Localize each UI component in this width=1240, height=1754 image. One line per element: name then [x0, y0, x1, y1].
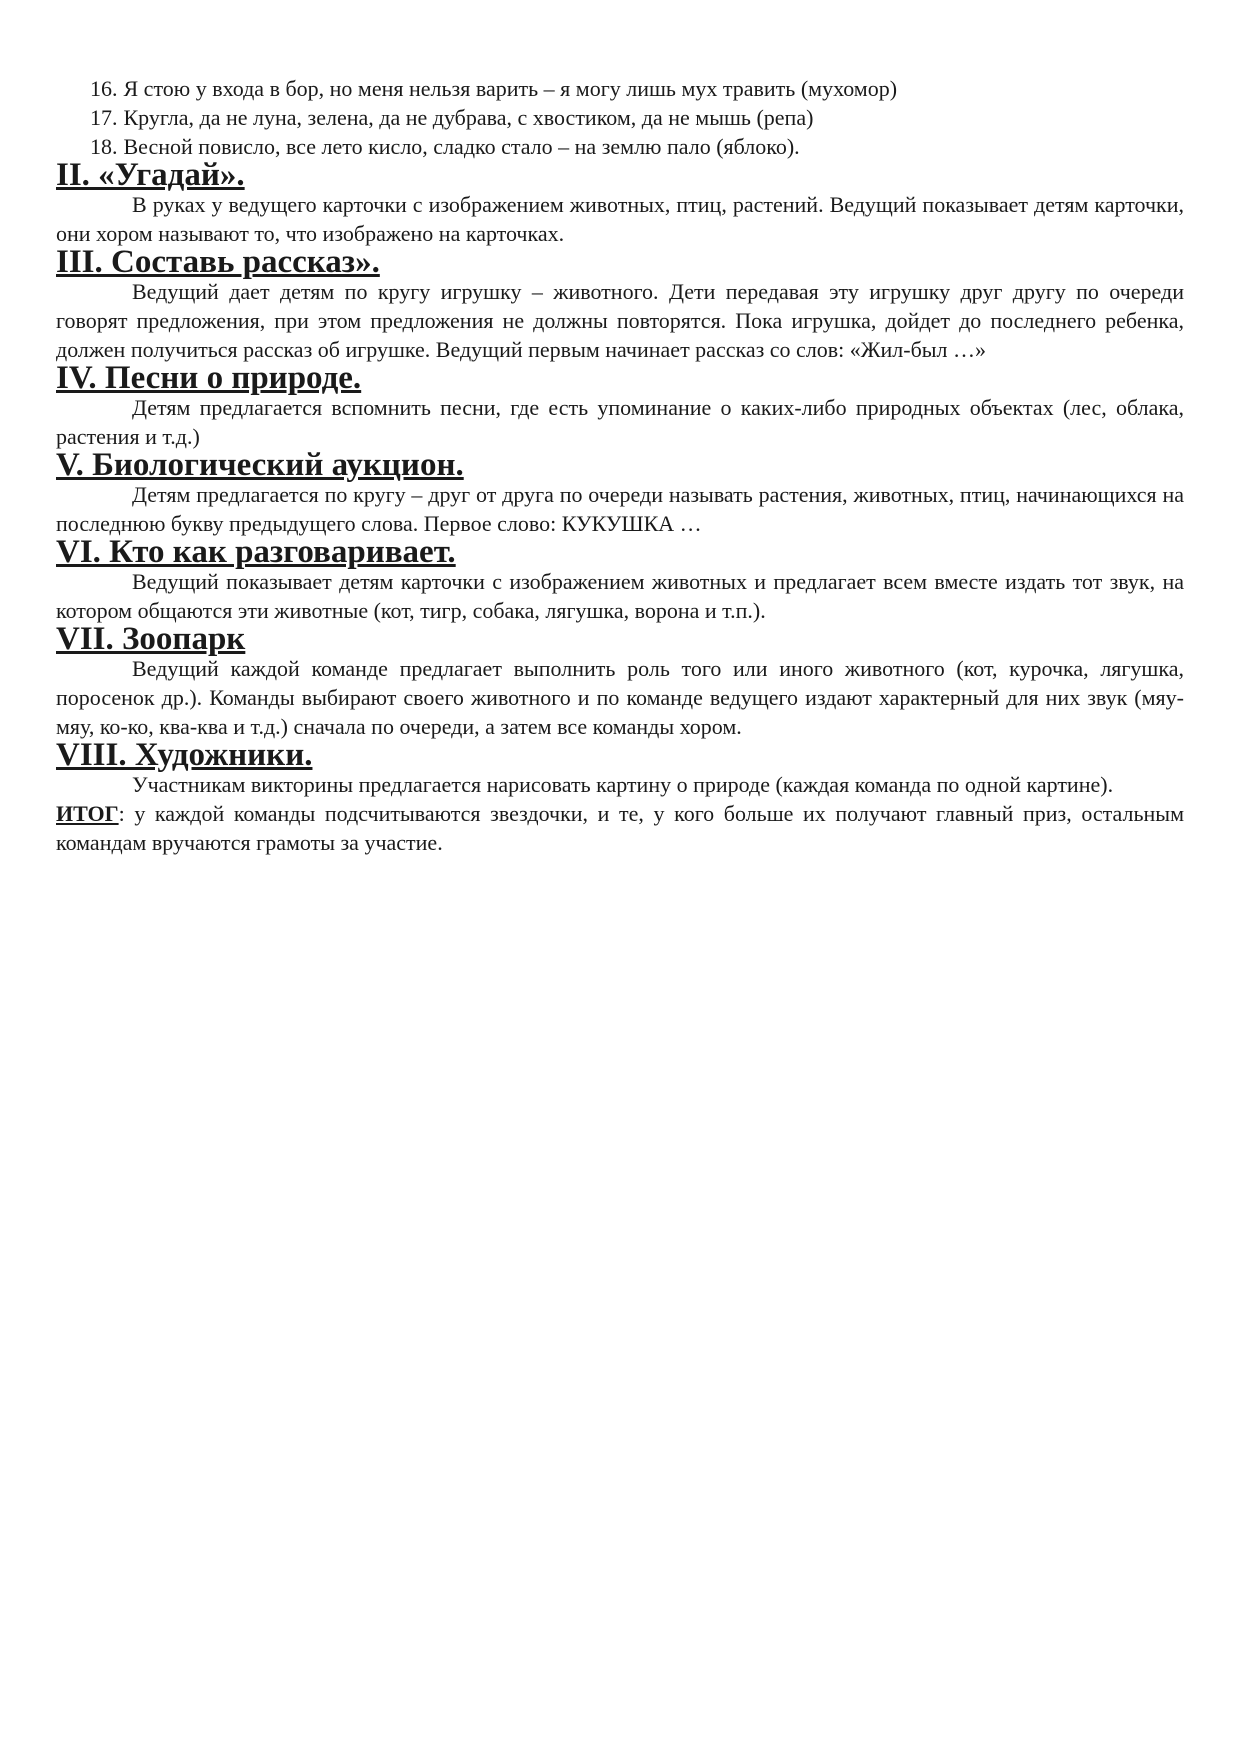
riddle-number: 18. — [90, 134, 118, 159]
list-item — [56, 74, 1184, 103]
section-title: VII. Зоопарк — [56, 621, 246, 657]
section-who-talks-how — [56, 534, 1184, 625]
section-artists — [56, 737, 1184, 799]
riddle-text: Я стою у входа в бор, но меня нельзя варить – я могу лишь мух травить (мухомор) — [123, 76, 898, 101]
section-zoo — [56, 621, 1184, 741]
section-title: V. Биологический аукцион. — [56, 447, 464, 483]
riddle-number: 16. — [90, 76, 118, 101]
summary-text: : у каждой команды подсчитываются звездочки, и те, у кого больше их получают главный приз, остальным командам вручаются грамоты за участие. — [56, 801, 1184, 855]
section-body: Ведущий дает детям по кругу игрушку – животного. Дети передавая эту игрушку друг другу по очереди говорят предложения, при этом предложения не должны повторятся. Пока игрушка, дойдет до последнего ребенка, должен получиться рассказ об игрушке. Ведущий первым начинает рассказ со слов: «Жил-был …» — [56, 279, 1184, 362]
riddle-text: Весной повисло, все лето кисло, сладко стало – на землю пало (яблоко). — [123, 134, 800, 159]
section-nature-songs — [56, 360, 1184, 451]
section-title: IV. Песни о природе. — [56, 360, 362, 396]
section-body: Ведущий каждой команде предлагает выполнить роль того или иного животного (кот, курочка, лягушка, поросенок др.). Команды выбирают своего животного и по команде ведущего издают характерный для них звук (мяу-мяу, ко-ко, ква-ква и т.д.) сначала по очереди, а затем все команды хором. — [56, 656, 1184, 739]
list-item — [56, 103, 1184, 132]
section-body: Детям предлагается вспомнить песни, где есть упоминание о каких-либо природных объектах (лес, облака, растения и т.д.) — [56, 395, 1184, 449]
riddle-text: Кругла, да не луна, зелена, да не дубрава, с хвостиком, да не мышь (репа) — [123, 105, 814, 130]
riddle-number: 17. — [90, 105, 118, 130]
section-title: II. «Угадай». — [56, 157, 245, 193]
section-title: III. Составь рассказ». — [56, 244, 380, 280]
riddle-list — [56, 74, 1184, 161]
section-story — [56, 244, 1184, 364]
summary — [56, 799, 1184, 857]
section-biological-auction — [56, 447, 1184, 538]
section-guess — [56, 157, 1184, 248]
section-body: Ведущий показывает детям карточки с изображением животных и предлагает всем вместе издать тот звук, на котором общаются эти животные (кот, тигр, собака, лягушка, ворона и т.п.). — [56, 569, 1184, 623]
section-body: Участникам викторины предлагается нарисовать картину о природе (каждая команда по одной картине). — [132, 772, 1114, 797]
section-body: В руках у ведущего карточки с изображением животных, птиц, растений. Ведущий показывает детям карточки, они хором называют то, что изображено на карточках. — [56, 192, 1184, 246]
summary-label: ИТОГ — [56, 801, 119, 826]
section-title: VI. Кто как разговаривает. — [56, 534, 456, 570]
section-body: Детям предлагается по кругу – друг от друга по очереди называть растения, животных, птиц, начинающихся на последнюю букву предыдущего слова. Первое слово: КУКУШКА … — [56, 482, 1184, 536]
section-title: VIII. Художники. — [56, 737, 313, 773]
